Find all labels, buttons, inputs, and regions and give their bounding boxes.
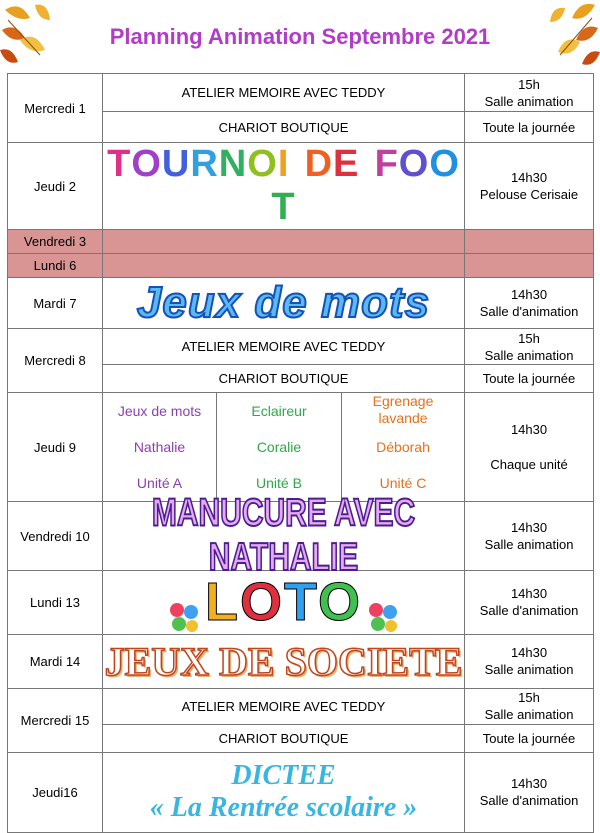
time-cell: [465, 688, 594, 724]
time-cell: [465, 230, 594, 254]
day-cell: Mercredi 8: [8, 329, 103, 393]
activity-cell: ATELIER MEMOIRE AVEC TEDDY: [103, 74, 465, 112]
time-text: 15h: [518, 330, 540, 346]
place-text: Salle d'animation: [479, 304, 579, 319]
staff-text: Déborah: [376, 439, 430, 455]
table-row: [8, 230, 594, 254]
letter: O: [247, 143, 278, 185]
day-cell: Mardi 7: [8, 278, 103, 329]
activity-cell: [103, 143, 465, 230]
time-cell: [465, 74, 594, 112]
time-text: 14h30: [510, 520, 548, 535]
time-cell: Toute la journée: [465, 112, 594, 143]
place-text: Pelouse Cerisaie: [479, 187, 579, 202]
letter: R: [190, 143, 219, 185]
jeux-de-societe-text: JEUX DE SOCIETE: [104, 638, 463, 684]
day-cell: Mercredi 1: [8, 74, 103, 143]
time-cell: [465, 571, 594, 635]
day-cell: Mercredi 15: [8, 688, 103, 752]
unit-c-cell: [342, 393, 465, 502]
time-text: 14h30: [510, 776, 548, 792]
day-cell: Jeudi 9: [8, 393, 103, 502]
activity-cell: [103, 254, 465, 278]
time-text: 14h30: [510, 586, 548, 602]
place-text: Salle animation: [484, 93, 574, 109]
day-cell: Vendredi 3: [8, 230, 103, 254]
table-row: [8, 254, 594, 278]
place-text: Salle d'animation: [479, 793, 579, 809]
table-row: [8, 634, 594, 688]
time-cell: Toute la journée: [465, 365, 594, 393]
activity-cell: [103, 491, 465, 579]
activity-cell: CHARIOT BOUTIQUE: [103, 724, 465, 752]
time-cell: [465, 329, 594, 365]
day-cell: Vendredi 10: [8, 502, 103, 571]
activity-cell: [103, 230, 465, 254]
table-row: [8, 688, 594, 724]
letter: T: [271, 186, 296, 228]
time-text: 15h: [518, 76, 540, 92]
manucure-text: MANUCURE AVEC NATHALIE: [151, 491, 416, 579]
tournoi-de-foot-text: [107, 143, 460, 228]
table-row: [8, 502, 594, 571]
time-cell: [465, 278, 594, 329]
time-cell: [465, 393, 594, 502]
letter: N: [218, 143, 248, 185]
letter: I: [277, 143, 290, 185]
table-row: [8, 329, 594, 365]
activity-cell: ATELIER MEMOIRE AVEC TEDDY: [103, 329, 465, 365]
letter: O: [318, 572, 363, 632]
letter: D: [304, 143, 334, 185]
loto-text: [205, 572, 362, 632]
place-text: Salle animation: [484, 662, 574, 678]
activity-text: Egrenage lavande: [372, 393, 434, 426]
day-cell: Lundi 6: [8, 254, 103, 278]
place-text: Salle animation: [484, 347, 574, 363]
dictee-title: DICTEE: [231, 760, 336, 792]
table-row: [8, 143, 594, 230]
schedule-table: [7, 73, 594, 833]
unit-a-cell: [103, 393, 217, 502]
day-cell: Jeudi16: [8, 752, 103, 832]
time-text: 14h30: [510, 287, 548, 302]
day-cell: Mardi 14: [8, 634, 103, 688]
jeux-de-mots-text: Jeux de mots: [136, 278, 431, 327]
activity-cell: CHARIOT BOUTIQUE: [103, 365, 465, 393]
letter: O: [239, 572, 284, 632]
unit-b-cell: [217, 393, 342, 502]
table-row: [8, 278, 594, 329]
place-text: Salle animation: [484, 707, 574, 723]
unit-text: Unité C: [379, 475, 427, 491]
dictee-subtitle: « La Rentrée scolaire »: [149, 792, 418, 824]
place-text: Chaque unité: [490, 457, 568, 472]
page-title: Planning Animation Septembre 2021: [109, 24, 491, 49]
letter: E: [333, 143, 360, 185]
activity-cell: [103, 278, 465, 329]
staff-text: Nathalie: [133, 439, 186, 455]
letter: L: [204, 572, 240, 632]
time-text: 14h30: [510, 422, 548, 437]
letter: T: [107, 143, 132, 185]
table-row: [8, 393, 594, 502]
time-cell: [465, 143, 594, 230]
activity-cell: [103, 752, 465, 832]
time-cell: [465, 634, 594, 688]
activity-text: Jeux de mots: [117, 403, 202, 419]
time-text: 14h30: [510, 645, 548, 661]
letter: O: [429, 143, 460, 185]
letter: O: [398, 143, 430, 185]
activity-text: Eclaireur: [251, 403, 307, 419]
unit-text: Unité A: [136, 475, 183, 491]
time-cell: [465, 254, 594, 278]
activity-cell: ATELIER MEMOIRE AVEC TEDDY: [103, 688, 465, 724]
letter: O: [131, 143, 162, 185]
time-text: 15h: [518, 690, 540, 706]
time-cell: [465, 502, 594, 571]
day-cell: Jeudi 2: [8, 143, 103, 230]
place-text: Salle animation: [484, 537, 574, 552]
day-cell: Lundi 13: [8, 571, 103, 635]
time-cell: [465, 752, 594, 832]
time-cell: Toute la journée: [465, 724, 594, 752]
activity-cell: [103, 634, 465, 688]
unit-text: Unité B: [256, 475, 302, 491]
activity-cell: CHARIOT BOUTIQUE: [103, 112, 465, 143]
lottery-balls-icon: [366, 600, 400, 634]
table-row: [8, 74, 594, 112]
letter: T: [284, 572, 319, 632]
staff-text: Coralie: [256, 439, 302, 455]
table-row: [8, 752, 594, 832]
time-text: 14h30: [510, 170, 548, 185]
place-text: Salle d'animation: [479, 603, 579, 619]
lottery-balls-icon: [167, 600, 201, 634]
letter: F: [374, 143, 399, 185]
letter: U: [161, 143, 191, 185]
